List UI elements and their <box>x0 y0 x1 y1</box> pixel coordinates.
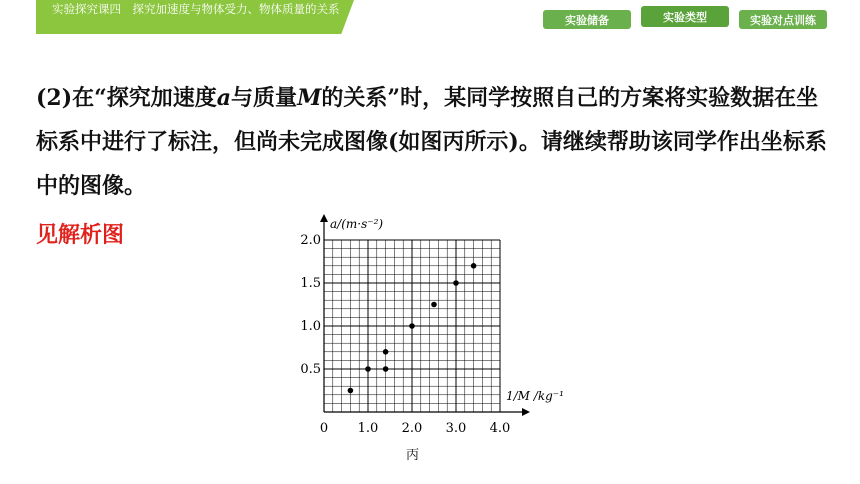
question-part: (2)在“探究加速度 <box>36 85 217 111</box>
x-axis-arrow <box>522 408 530 416</box>
scatter-chart <box>290 212 580 462</box>
question-text <box>36 76 836 208</box>
answer-text: 见解析图 <box>36 223 125 248</box>
y-tick-label: 2.0 <box>300 233 321 248</box>
nav-button-preparation[interactable]: 实验储备 <box>543 10 631 29</box>
variable-a: a <box>216 85 232 111</box>
data-point <box>453 280 459 286</box>
data-point <box>471 263 477 269</box>
y-axis-label: a/(m·s⁻²) <box>330 217 384 231</box>
data-point <box>409 323 415 329</box>
x-tick-label: 3.0 <box>445 421 467 436</box>
data-point <box>348 388 354 394</box>
nav-button-training[interactable]: 实验对点训练 <box>739 10 827 29</box>
question-rest: 的关系”时，某同学按照自己的方案将实验数据在坐标系中进行了标注，但尚未完成图像(如图丙所示)。请继续帮助该同学作出坐标系中的图像。 <box>36 85 827 199</box>
y-tick-label: 0.5 <box>300 362 321 377</box>
axes <box>320 214 530 416</box>
x-tick-label: 4.0 <box>489 421 511 436</box>
header-band <box>0 0 860 34</box>
x-tick-label: 2.0 <box>401 421 423 436</box>
lesson-title: 实验探究课四 探究加速度与物体受力、物体质量的关系 <box>52 2 340 16</box>
x-tick-label: 1.0 <box>357 421 379 436</box>
question-mid: 与质量 <box>231 85 298 111</box>
nav-button-types[interactable]: 实验类型 <box>641 6 729 27</box>
data-point <box>431 302 437 308</box>
x-tick-label: 0 <box>319 421 329 436</box>
data-point <box>383 349 389 355</box>
y-tick-label: 1.5 <box>300 276 321 291</box>
data-point <box>383 366 389 372</box>
data-point <box>365 366 371 372</box>
y-tick-label: 1.0 <box>300 319 321 334</box>
x-axis-label: 1/M /kg⁻¹ <box>506 389 564 403</box>
variable-M: M <box>297 85 322 111</box>
y-axis-arrow <box>320 214 328 222</box>
figure-caption: 丙 <box>406 448 420 463</box>
